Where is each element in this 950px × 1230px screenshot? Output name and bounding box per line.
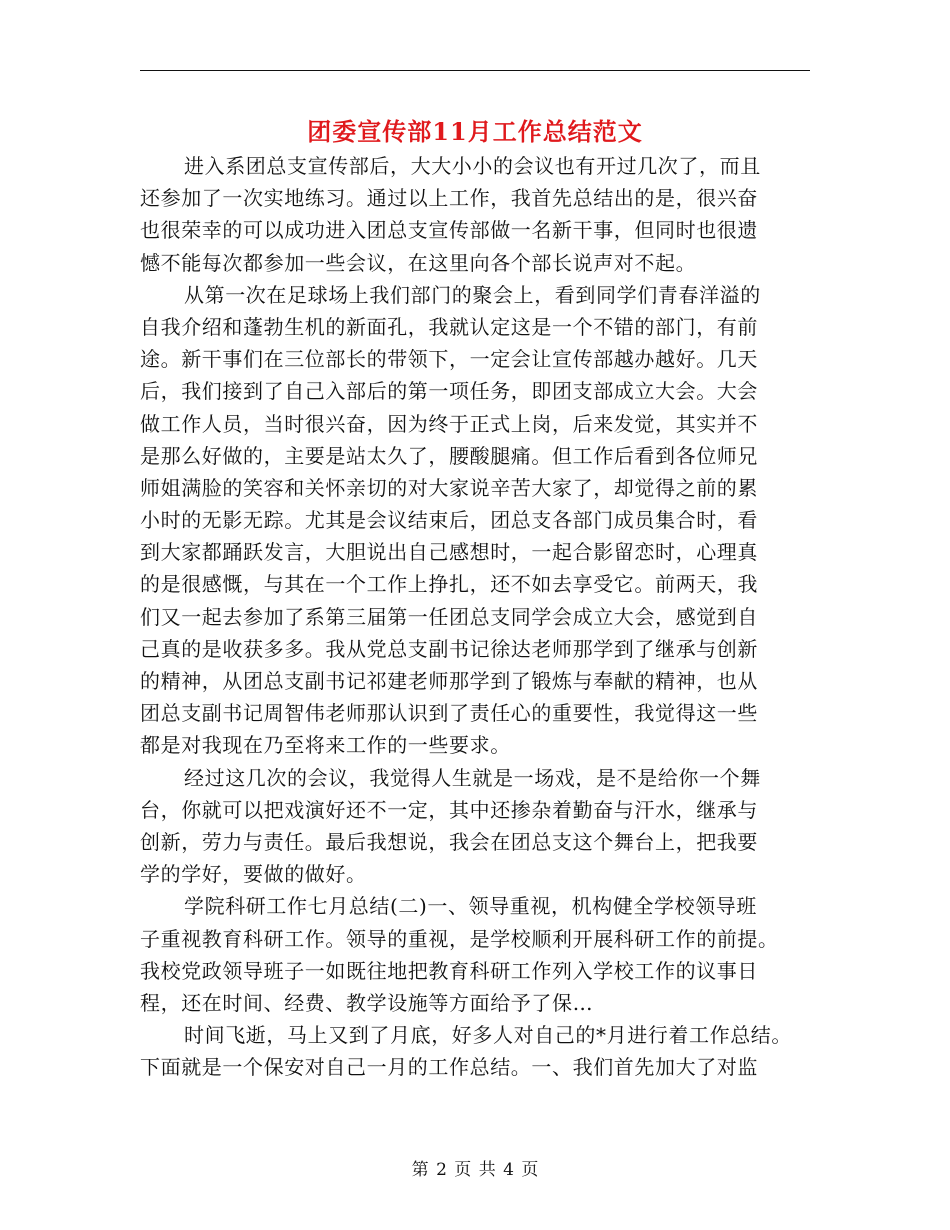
- text-line: 进入系团总支宣传部后，大大小小的会议也有开过几次了，而且: [184, 154, 761, 178]
- document-body: [140, 150, 830, 1083]
- text-line: 团总支副书记周智伟老师那认识到了责任心的重要性，我觉得这一些: [140, 701, 758, 726]
- text-line: 台，你就可以把戏演好还不一定，其中还掺杂着勤奋与汗水，继承与: [140, 797, 758, 822]
- page-number: 第 2 页 共 4 页: [411, 1160, 539, 1180]
- text-line: 的是很感慨，与其在一个工作上挣扎，还不如去享受它。前两天，我: [140, 572, 758, 597]
- text-line: 经过这几次的会议，我觉得人生就是一场戏，是不是给你一个舞: [184, 765, 761, 790]
- text-line: 时间飞逝，马上又到了月底，好多人对自己的*月进行着工作总结。: [184, 1023, 792, 1048]
- text-line: 我校党政领导班子一如既往地把教育科研工作列入学校工作的议事日: [140, 958, 758, 983]
- text-line: 子重视教育科研工作。领导的重视，是学校顺利开展科研工作的前提。: [140, 926, 779, 951]
- text-line: 的精神，从团总支副书记祁建老师那学到了锻炼与奉献的精神，也从: [140, 669, 758, 693]
- text-line: 创新，劳力与责任。最后我想说，我会在团总支这个舞台上，把我要: [140, 829, 758, 854]
- text-line: 从第一次在足球场上我们部门的聚会上，看到同学们青春洋溢的: [184, 282, 761, 307]
- text-line: 自我介绍和蓬勃生机的新面孔，我就认定这是一个不错的部门，有前: [140, 314, 758, 339]
- text-line: 也很荣幸的可以成功进入团总支宣传部做一名新干事，但同时也很遗: [140, 218, 758, 243]
- text-line: 到大家都踊跃发言，大胆说出自己感想时，一起合影留恋时，心理真: [140, 540, 758, 565]
- text-line: 做工作人员，当时很兴奋，因为终于正式上岗，后来发觉，其实并不: [140, 411, 758, 436]
- text-line: 途。新干事们在三位部长的带领下，一定会让宣传部越办越好。几天: [140, 347, 758, 372]
- header-rule: [140, 70, 810, 71]
- text-line: 们又一起去参加了系第三届第一任团总支同学会成立大会，感觉到自: [140, 604, 758, 629]
- text-line: 是那么好做的，主要是站太久了，腰酸腿痛。但工作后看到各位师兄: [140, 443, 758, 468]
- text-line: 还参加了一次实地练习。通过以上工作，我首先总结出的是，很兴奋: [140, 186, 758, 211]
- text-line: 程，还在时间、经费、教学设施等方面给予了保…: [140, 990, 594, 1015]
- text-line: 师姐满脸的笑容和关怀亲切的对大家说辛苦大家了，却觉得之前的累: [140, 475, 758, 500]
- text-line: 学院科研工作七月总结(二)一、领导重视，机构健全学校领导班: [184, 894, 758, 919]
- text-line: 小时的无影无踪。尤其是会议结束后，团总支各部门成员集合时，看: [140, 508, 758, 533]
- text-line: 下面就是一个保安对自己一月的工作总结。一、我们首先加大了对监: [140, 1055, 758, 1080]
- text-line: 都是对我现在乃至将来工作的一些要求。: [140, 733, 511, 758]
- text-line: 己真的是收获多多。我从党总支副书记徐达老师那学到了继承与创新: [140, 636, 758, 661]
- text-line: 后，我们接到了自己入部后的第一项任务，即团支部成立大会。大会: [140, 379, 758, 404]
- text-line: 憾不能每次都参加一些会议，在这里向各个部长说声对不起。: [140, 250, 697, 275]
- document-title: 团委宣传部11月工作总结范文: [307, 117, 643, 146]
- text-line: 学的学好，要做的做好。: [140, 862, 367, 887]
